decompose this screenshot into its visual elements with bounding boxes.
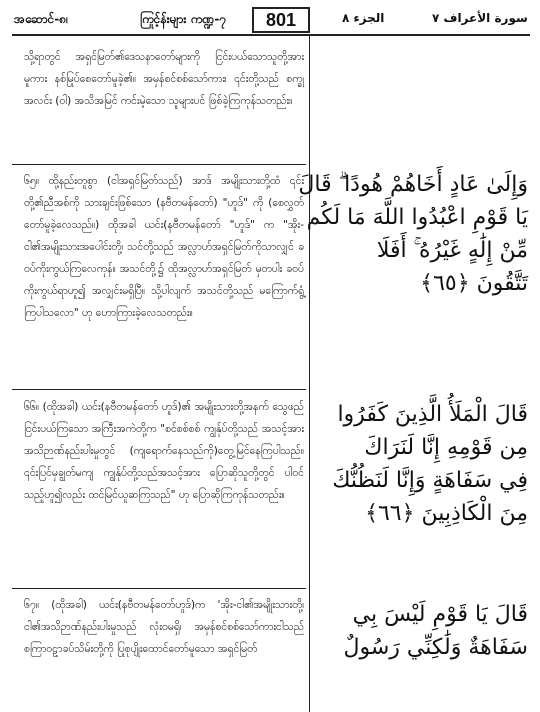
verse-separator bbox=[12, 389, 306, 390]
paragraph-verse-65: ၆၅။ ထို့နည်းတူစွာ (ငါအရှင်မြတ်သည်) အာဒ် အမျိုးသားတို့ထံ ၎င်းတို့၏ညီအစ်ကို သားချင်းဖြစ်သော (နဗီတမန်တော်) "ဟူဒ်" ကို (စေလွှတ်တော်မူခဲ့လေသည်။) ထိုအခါ ယင်း(နဗီတမန်တော် "ဟူဒ်" က "အိုး-ငါ၏အမျိုးသားအပေါင်းတို့၊ သင်တို့သည် အလ္လာဟ်အရှင်မြတ်ကိုသာလျှင် ခဝပ်ကိုးကွယ်ကြလေကုန်။ အသင်တို့၌ ထိုအလ္လာဟ်အရှင်မြတ် မှတပါး ခဝပ်ကိုးကွယ်ရာဟူ၍ အလျှင်းမရှိပြီ။ သို့ပါလျက် အသင်တို့သည် မကြောက်ရွံ့ကြပါသလော" ဟု ဟောကြားခဲ့လေသတည်း။ bbox=[24, 175, 304, 319]
verse-separator bbox=[12, 164, 306, 165]
translation-column bbox=[24, 594, 304, 706]
arabic-verse-66 bbox=[332, 398, 528, 530]
column-divider bbox=[309, 36, 310, 712]
arabic-line: مِّنْ إِلَٰهٍ غَيْرُهُ ۚ أَفَلَا bbox=[376, 238, 528, 263]
translation-column bbox=[24, 46, 304, 164]
chapter-label: အဆောင်-၈၊ bbox=[14, 12, 68, 26]
arabic-verse-67 bbox=[343, 598, 528, 664]
page-header bbox=[12, 6, 530, 36]
arabic-line: يَا قَوْمِ اعْبُدُوا اللَّهَ مَا لَكُم bbox=[306, 205, 528, 230]
arabic-line: مِنَ الْكَاذِبِينَ ﴿٦٦﴾ bbox=[365, 501, 528, 526]
arabic-line: مِن قَوْمِهِ إِنَّا لَنَرَاكَ bbox=[364, 435, 528, 460]
translation-column bbox=[24, 170, 304, 382]
juz-label: الجزء ٨ bbox=[342, 11, 385, 25]
arabic-line: فِي سَفَاهَةٍ وَإِنَّا لَنَظُنُّكَ bbox=[332, 468, 528, 493]
arabic-line: قَالَ الْمَلَأُ الَّذِينَ كَفَرُوا bbox=[337, 402, 528, 427]
surah-label: سورة الأعراف ٧ bbox=[432, 11, 528, 25]
translation-column bbox=[24, 396, 304, 576]
arabic-line: سَفَاهَةٌ وَلَٰكِنِّي رَسُولٌ bbox=[343, 635, 528, 660]
paragraph-verse-66: ၆၆။ (ထိုအခါ) ယင်း(နဗီတမန်တော် ဟူဒ်)၏ အမျိုးသားတို့အနက် သွေဖည်ငြင်းပယ်ကြသော အကြီးအကဲတို့က "စင်စစ်စစ် ကျွန်ုပ်တို့သည် အသင့်အား အသိဉာဏ်နည်းပါးမှုတွင် (ကျရောက်နေသည်ကို)တွေ့မြင်နေကြပါသည်။ ၎င်းပြင်မှချွတ်မကျ ကျွန်ုပ်တို့သည်အသင့်အား ပြောဆိုသူတို့တွင် ပါဝင်သည့်ဟူ၍လည်း ထင်မြင်ယူဆကြသည်" ဟု ပြောဆိုကြကုန်သတည်း။ bbox=[24, 401, 304, 501]
arabic-line: قَالَ يَا قَوْمِ لَيْسَ بِي bbox=[352, 602, 528, 627]
arabic-line: وَإِلَىٰ عَادٍ أَخَاهُمْ هُودًا ۗ قَالَ bbox=[298, 172, 528, 197]
arabic-verse-65 bbox=[298, 168, 528, 300]
paragraph-verse-67: ၆၇။ (ထိုအခါ) ယင်း(နဗီတမန်တော်ဟူဒ်)က 'အိုး-ငါ၏အမျိုးသားတို့၊ ငါ၏အသိဉာဏ်နည်းပါးမှုသည် လုံးဝမရှိ၊ အမှန်စင်စစ်သော်ကားငါသည် စကြာဝဠာခပ်သိမ်းတို့ကို ပြုစုပျိုးထောင်တော်မူသော အရှင်မြတ် bbox=[24, 599, 304, 655]
verse-separator bbox=[12, 588, 306, 589]
page-number: 801 bbox=[252, 7, 310, 33]
paragraph-intro: သို့ရာတွင် အရှင်မြတ်၏ဒေသနာတော်များကို ငြင်းပယ်သောသူတို့အားမူကား နစ်မြုပ်စေတော်မူခဲ့၏။ အမှန်စင်စစ်သော်ကား၊ ၎င်းတို့သည် စက္ခုအလင်း (ဝါ) အသိအမြင် ကင်းမဲ့သော သူများပင် ဖြစ်ခဲ့ကြကုန်သတည်း။ bbox=[24, 51, 304, 107]
arabic-line: تَتَّقُونَ ﴿٦٥﴾ bbox=[420, 271, 528, 296]
section-label: ကြုင့်န်းများ ကဏ္ဍ-၇ bbox=[140, 12, 227, 26]
